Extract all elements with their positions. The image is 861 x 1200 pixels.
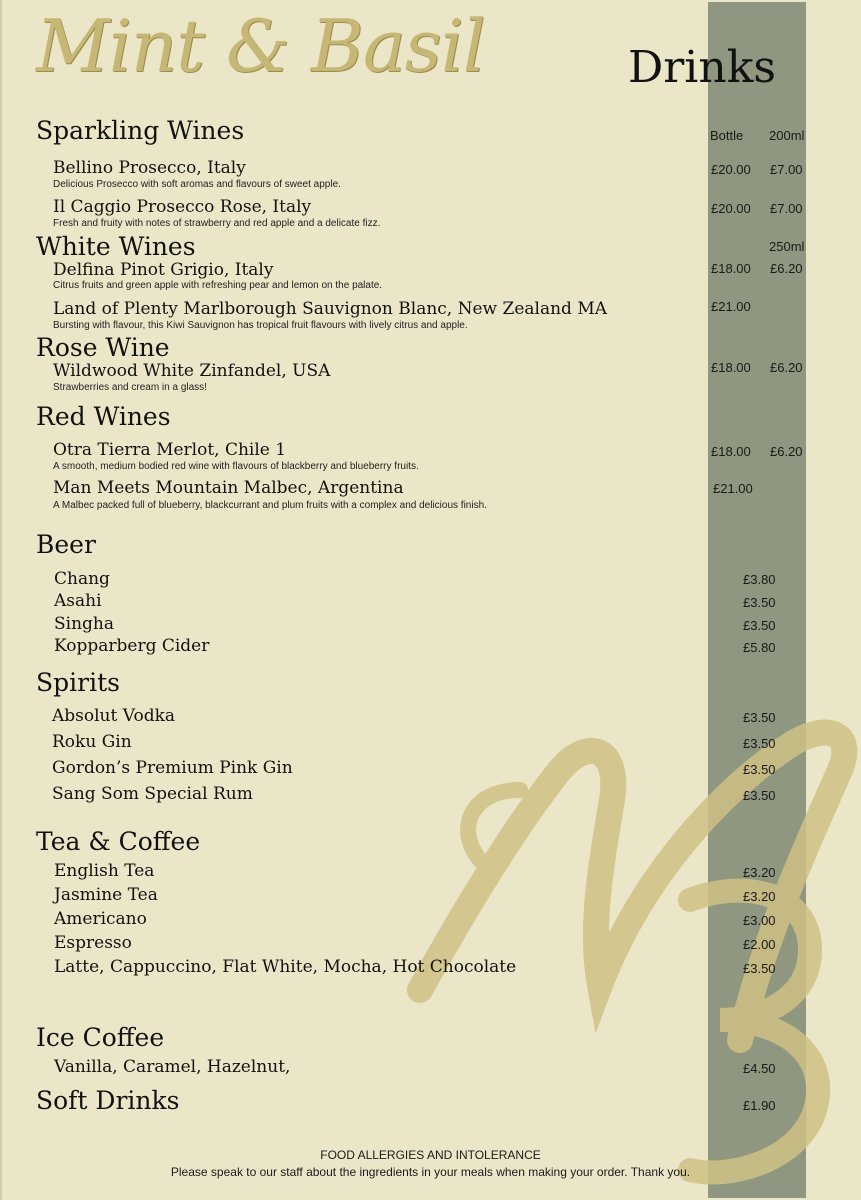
- menu-item-description: Delicious Prosecco with soft aromas and flavours of sweet apple.: [53, 179, 341, 190]
- menu-item-name: Latte, Cappuccino, Flat White, Mocha, Hot Chocolate: [54, 957, 517, 977]
- item-price: £1.90: [743, 1098, 776, 1113]
- item-price: £3.50: [743, 595, 776, 610]
- menu-item-name: Man Meets Mountain Malbec, Argentina: [53, 478, 404, 498]
- section-title-rose: Rose Wine: [36, 333, 170, 362]
- bottle-price: £21.00: [713, 481, 753, 496]
- menu-item-name: Wildwood White Zinfandel, USA: [53, 361, 331, 381]
- menu-item-description: A Malbec packed full of blueberry, blackcurrant and plum fruits with a complex and delicious finish.: [53, 500, 487, 511]
- menu-item-name: Otra Tierra Merlot, Chile 1: [53, 440, 287, 460]
- bottle-price: £20.00: [711, 201, 751, 216]
- item-price: £3.20: [743, 889, 776, 904]
- menu-item-description: A smooth, medium bodied red wine with flavours of blackberry and blueberry fruits.: [53, 461, 419, 472]
- menu-item-description: Strawberries and cream in a glass!: [53, 382, 207, 393]
- item-price: £2.00: [743, 937, 776, 952]
- item-price: £3.00: [743, 913, 776, 928]
- column-header-bottle: Bottle: [710, 128, 744, 143]
- menu-item-name: Singha: [54, 614, 114, 634]
- allergy-notice-text: Please speak to our staff about the ingredients in your meals when making your order. Thank you.: [170, 1165, 691, 1179]
- menu-item-name: Asahi: [54, 591, 102, 611]
- page-title: Drinks: [628, 42, 776, 93]
- menu-item-name: Americano: [54, 909, 147, 929]
- glass-price: £6.20: [770, 444, 803, 459]
- menu-item-name: Jasmine Tea: [54, 885, 158, 905]
- item-price: £3.20: [743, 865, 776, 880]
- column-header-250ml: 250ml: [769, 239, 805, 254]
- item-price: £3.50: [743, 961, 776, 976]
- menu-item-description: Citrus fruits and green apple with refreshing pear and lemon on the palate.: [53, 280, 383, 291]
- bottle-price: £20.00: [711, 162, 751, 177]
- menu-item-name: Sang Som Special Rum: [52, 784, 253, 804]
- menu-item-name: Espresso: [54, 933, 132, 953]
- menu-item-name: Land of Plenty Marlborough Sauvignon Blanc, New Zealand MA: [53, 299, 608, 319]
- section-title-sparkling: Sparkling Wines: [36, 116, 245, 145]
- menu-item-name: Chang: [54, 569, 110, 589]
- menu-item-name: Kopparberg Cider: [54, 636, 210, 656]
- menu-item-name: Roku Gin: [52, 732, 132, 752]
- menu-item-name: Il Caggio Prosecco Rose, Italy: [53, 197, 312, 217]
- column-header-200ml: 200ml: [769, 128, 805, 143]
- menu-item-description: Fresh and fruity with notes of strawberry and red apple and a delicate fizz.: [53, 218, 381, 229]
- section-title-white: White Wines: [36, 232, 196, 261]
- item-price: £3.50: [743, 736, 776, 751]
- menu-item-name: Bellino Prosecco, Italy: [53, 158, 246, 178]
- item-price: £4.50: [743, 1061, 776, 1076]
- bottle-price: £18.00: [711, 261, 751, 276]
- menu-item-name: Vanilla, Caramel, Hazelnut,: [54, 1057, 291, 1077]
- menu-item-name: English Tea: [54, 861, 155, 881]
- glass-price: £6.20: [770, 261, 803, 276]
- section-title-beer: Beer: [36, 530, 96, 559]
- glass-price: £7.00: [770, 201, 803, 216]
- glass-price: £7.00: [770, 162, 803, 177]
- menu-item-name: Delfina Pinot Grigio, Italy: [53, 260, 274, 280]
- section-title-tea-coffee: Tea & Coffee: [36, 827, 201, 856]
- glass-price: £6.20: [770, 360, 803, 375]
- item-price: £3.50: [743, 618, 776, 633]
- restaurant-logo: Mint & Basil: [36, 4, 485, 88]
- bottle-price: £18.00: [711, 444, 751, 459]
- item-price: £3.50: [743, 710, 776, 725]
- item-price: £3.50: [743, 762, 776, 777]
- bottle-price: £18.00: [711, 360, 751, 375]
- section-title-soft-drinks: Soft Drinks: [36, 1086, 180, 1115]
- bottle-price: £21.00: [711, 299, 751, 314]
- item-price: £5.80: [743, 640, 776, 655]
- item-price: £3.80: [743, 572, 776, 587]
- menu-item-name: Absolut Vodka: [52, 706, 176, 726]
- menu-item-description: Bursting with flavour, this Kiwi Sauvignon has tropical fruit flavours with lively citrus and apple.: [53, 320, 468, 331]
- item-price: £3.50: [743, 788, 776, 803]
- allergy-notice-heading: FOOD ALLERGIES AND INTOLERANCE: [320, 1148, 541, 1162]
- section-title-spirits: Spirits: [36, 668, 120, 697]
- menu-item-name: Gordon’s Premium Pink Gin: [52, 758, 293, 778]
- section-title-ice-coffee: Ice Coffee: [36, 1023, 165, 1052]
- section-title-red: Red Wines: [36, 402, 171, 431]
